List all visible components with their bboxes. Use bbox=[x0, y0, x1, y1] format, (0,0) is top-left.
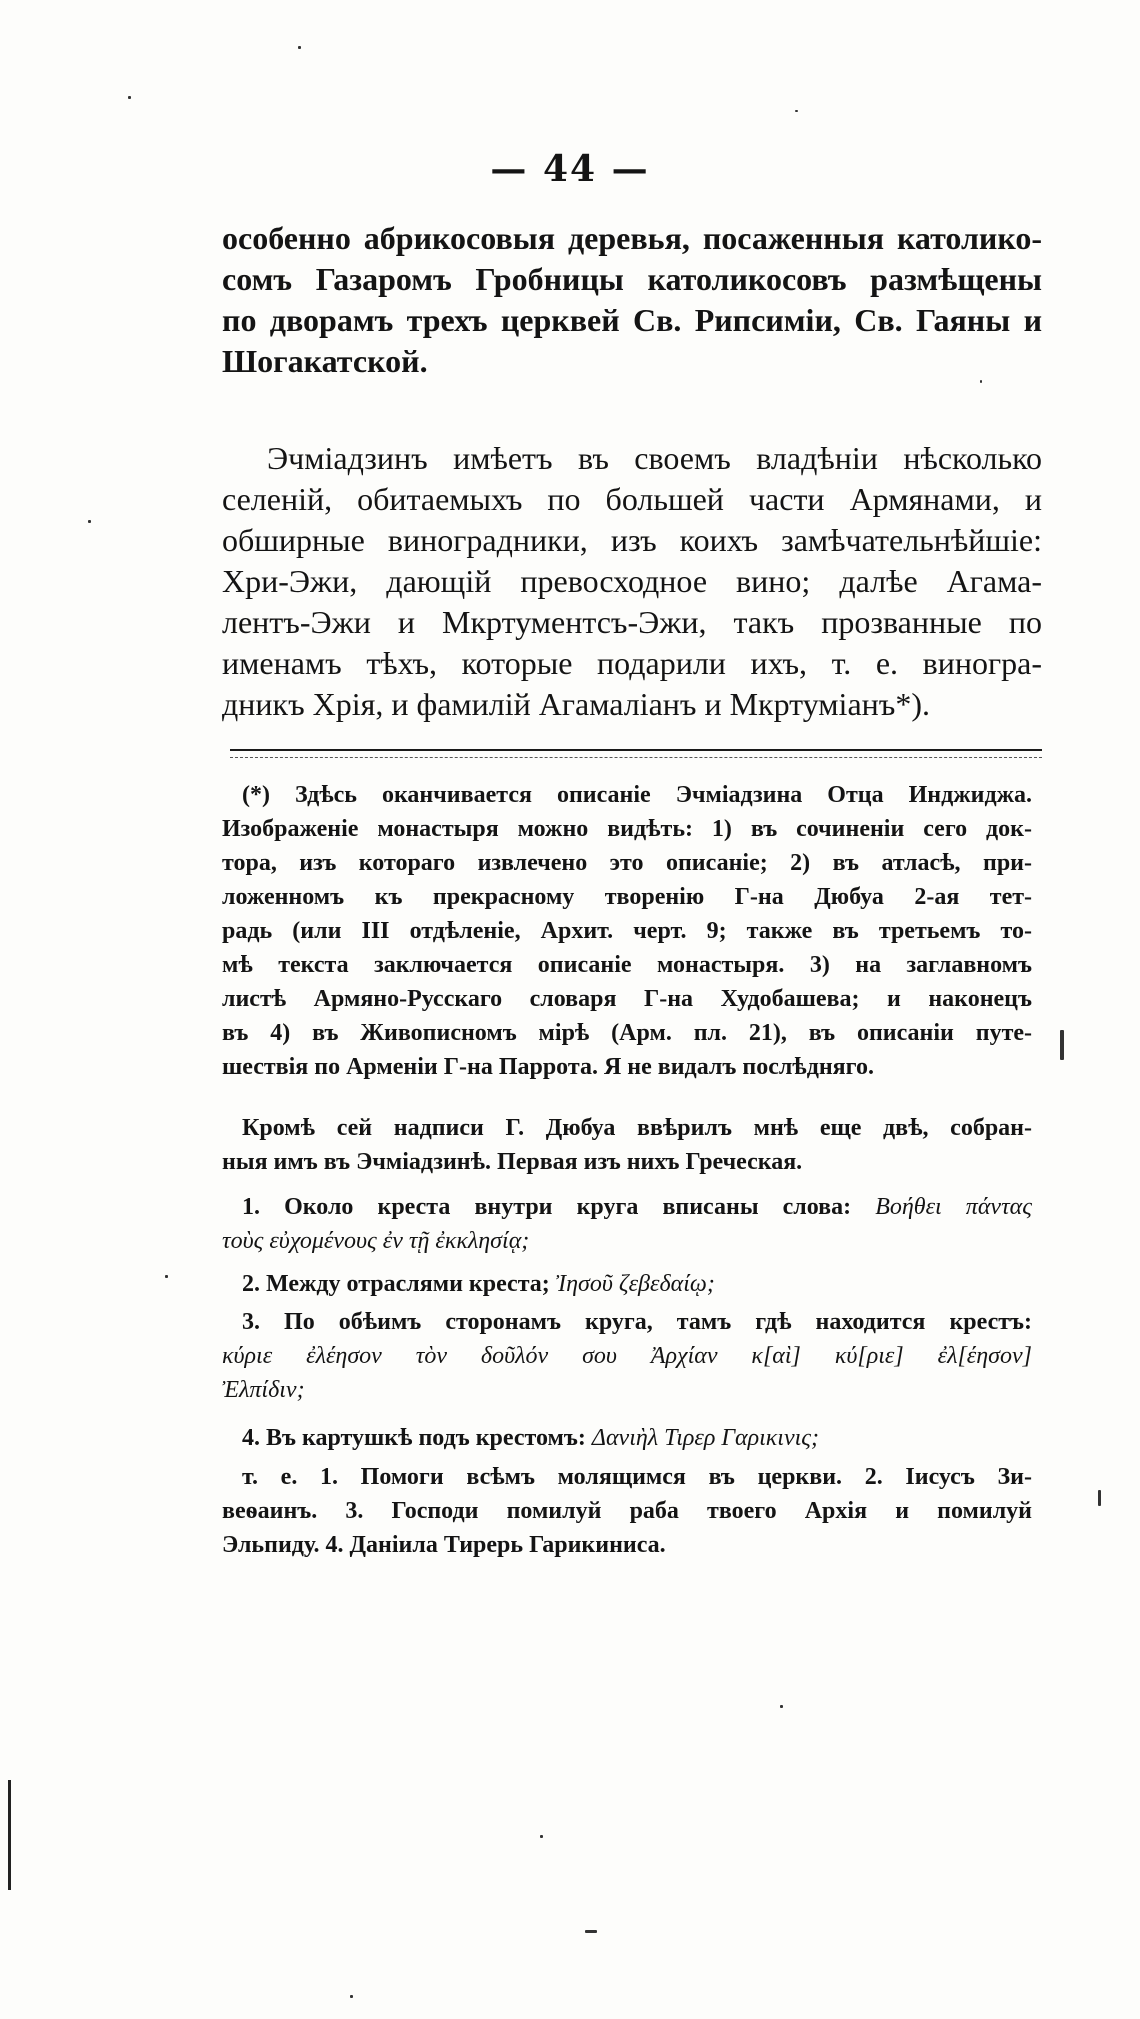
paragraph-2 bbox=[222, 438, 1042, 725]
footnote-line: мѣ текста заключается описаніе монастыря. 3) на заглавномъ bbox=[222, 952, 1032, 978]
paragraph-1-line: особенно абрикосовыя деревья, посаженныя католико- bbox=[222, 220, 1042, 256]
scan-speck bbox=[298, 46, 301, 49]
translation-line: Эльпиду. 4. Даніила Тирерь Гарикиниса. bbox=[222, 1532, 666, 1558]
inscription-item-1-greek-continued: τοὺς εὐχομένους ἐν τῇ ἐκκλησίᾳ; bbox=[222, 1228, 530, 1254]
footnote-line: листѣ Армяно-Русскаго словаря Г-на Худобашева; и наконецъ bbox=[222, 986, 1032, 1012]
paragraph-1 bbox=[222, 218, 1042, 382]
paragraph-2-line: Эчміадзинъ имѣетъ въ своемъ владѣніи нѣсколько bbox=[267, 440, 1042, 476]
inscription-item-1-label: 1. Около креста внутри круга вписаны слова: bbox=[242, 1194, 852, 1220]
scan-speck bbox=[1060, 1030, 1064, 1060]
footnote-line: ложенномъ къ прекрасному творенію Г-на Дюбуа 2-ая тет- bbox=[222, 884, 1032, 910]
scan-speck bbox=[128, 96, 131, 99]
inscription-item-3 bbox=[222, 1305, 1032, 1407]
scan-speck bbox=[165, 1275, 168, 1278]
inscription-item-3-greek-continued: Ἐλπίδιν; bbox=[222, 1377, 305, 1403]
inscription-item-2-line bbox=[222, 1267, 1032, 1301]
translation-line: веѳаинъ. 3. Господи помилуй раба твоего Архія и помилуй bbox=[222, 1498, 1032, 1524]
footnote-line: въ 4) въ Живописномъ мірѣ (Арм. пл. 21), въ описаніи путе- bbox=[222, 1020, 1032, 1046]
inscription-item-1-line bbox=[222, 1190, 1032, 1224]
paragraph-2-line: Хри-Эжи, дающій превосходное вино; далѣе Агама- bbox=[222, 563, 1042, 599]
inscription-item-4-line bbox=[222, 1421, 1032, 1455]
paragraph-2-line: обширные виноградники, изъ коихъ замѣчательнѣйшіе: bbox=[222, 522, 1042, 558]
inscription-item-1-greek: Βοήθει πάντας bbox=[875, 1194, 1033, 1220]
footnote-divider-secondary bbox=[230, 757, 1042, 758]
scan-speck bbox=[1098, 1490, 1101, 1506]
scan-speck bbox=[585, 1930, 597, 1933]
scan-speck bbox=[88, 520, 91, 523]
footnote-line: Изображеніе монастыря можно видѣть: 1) въ сочиненіи сего док- bbox=[222, 816, 1032, 842]
scan-speck bbox=[795, 110, 798, 112]
paragraph-1-line: сомъ Газаромъ Гробницы католикосовъ размѣщены bbox=[222, 261, 1042, 297]
footnote-line: шествія по Арменіи Г-на Паррота. Я не видалъ послѣдняго. bbox=[222, 1054, 874, 1080]
footnote-block-2 bbox=[222, 1111, 1032, 1179]
inscription-item-4 bbox=[222, 1421, 1032, 1455]
paragraph-2-line: лентъ-Эжи и Мкртументсъ-Эжи, такъ прозванные по bbox=[222, 604, 1042, 640]
scan-speck bbox=[780, 1705, 783, 1708]
translation-block bbox=[222, 1460, 1032, 1562]
footnote-line: тора, изъ котораго извлечено это описаніе; 2) въ атласѣ, при- bbox=[222, 850, 1032, 876]
inscription-item-4-label: 4. Въ картушкѣ подъ крестомъ: bbox=[242, 1425, 586, 1451]
footnote-line: (*) Здѣсь оканчивается описаніе Эчміадзина Отца Инджиджа. bbox=[242, 782, 1032, 808]
paragraph-1-line: по дворамъ трехъ церквей Св. Рипсиміи, Св. Гаяны и bbox=[222, 302, 1042, 338]
paragraph-2-line: селеній, обитаемыхъ по большей части Армянами, и bbox=[222, 481, 1042, 517]
footnote-block-1 bbox=[222, 778, 1032, 1084]
inscription-item-3-greek: κύριε ἐλέησον τὸν δοῦλόν σου Ἀρχίαν κ[αὶ] κύ[ριε] ἐλ[έησον] bbox=[222, 1343, 1032, 1369]
scan-edge-mark bbox=[8, 1780, 11, 1890]
scan-speck bbox=[980, 380, 982, 383]
translation-line: т. е. 1. Помоги всѣмъ молящимся въ церкви. 2. Іисусъ Зи- bbox=[242, 1464, 1032, 1490]
inscription-item-2-label: 2. Между отраслями креста; bbox=[242, 1271, 550, 1297]
footnote-line: ныя имъ въ Эчміадзинѣ. Первая изъ нихъ Греческая. bbox=[222, 1149, 803, 1175]
inscription-item-2 bbox=[222, 1267, 1032, 1301]
scan-speck bbox=[350, 1995, 353, 1998]
paragraph-1-line: Шогакатской. bbox=[222, 343, 428, 379]
inscription-item-1 bbox=[222, 1190, 1032, 1258]
scan-speck bbox=[540, 1835, 543, 1838]
paragraph-2-line: дникъ Хрія, и фамилій Агамаліанъ и Мкртуміанъ*). bbox=[222, 686, 930, 722]
footnote-divider bbox=[230, 749, 1042, 751]
paragraph-2-line: именамъ тѣхъ, которые подарили ихъ, т. е. виногра- bbox=[222, 645, 1042, 681]
inscription-item-3-label: 3. По обѣимъ сторонамъ круга, тамъ гдѣ находится крестъ: bbox=[242, 1309, 1032, 1335]
inscription-item-4-greek: Δανιὴλ Τιρερ Γαρικινις; bbox=[591, 1425, 820, 1451]
page-number: — 44 — bbox=[490, 148, 650, 190]
inscription-item-2-greek: Ἰησοῦ ζεβεδαίῳ; bbox=[555, 1271, 715, 1297]
footnote-line: Кромѣ сей надписи Г. Дюбуа ввѣрилъ мнѣ еще двѣ, собран- bbox=[242, 1115, 1032, 1141]
footnote-line: радь (или III отдѣленіе, Архит. черт. 9; также въ третьемъ то- bbox=[222, 918, 1032, 944]
